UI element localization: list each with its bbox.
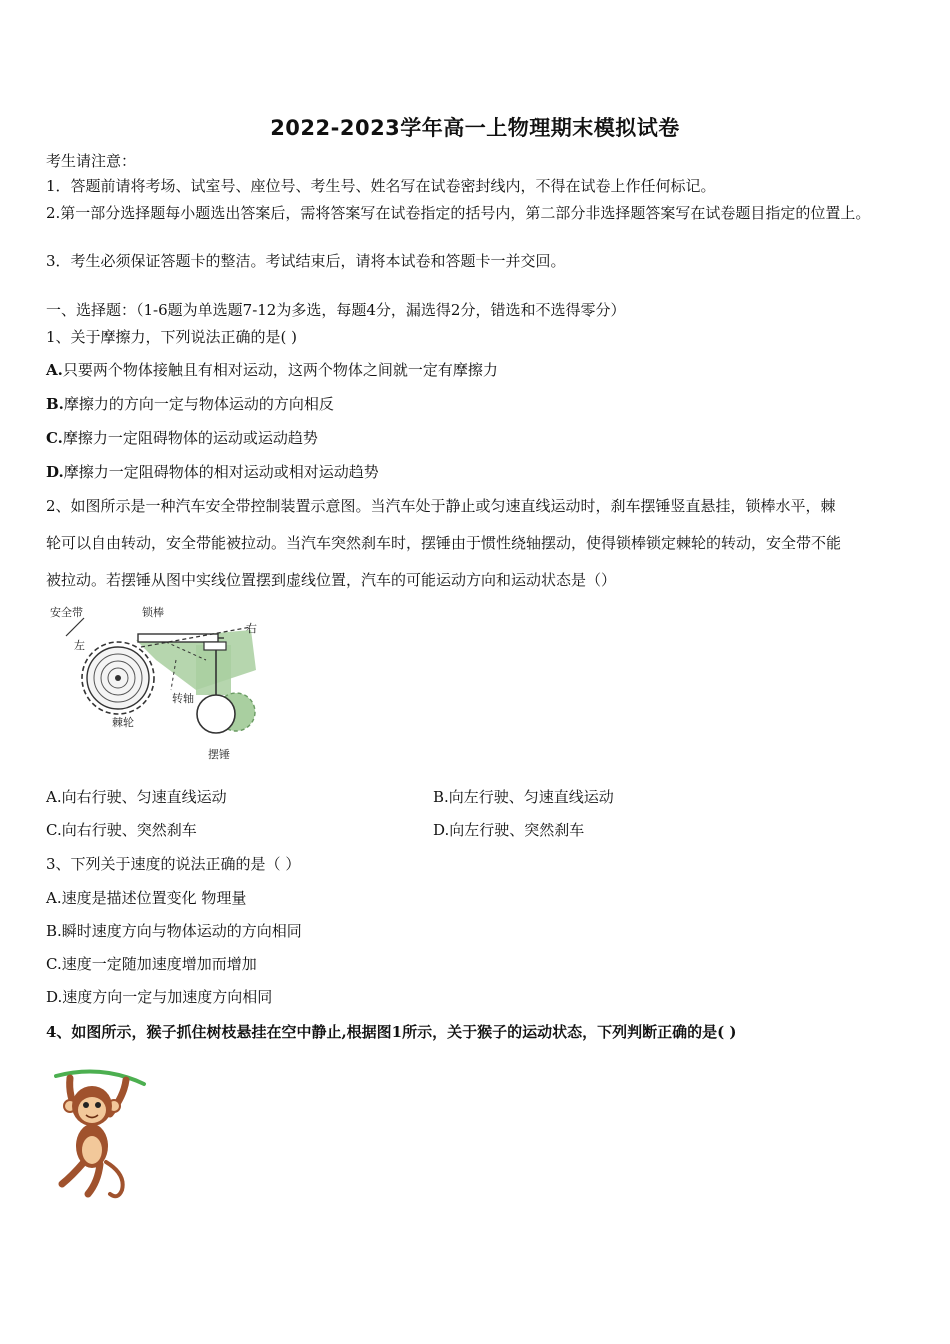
monkey-figure (52, 1066, 152, 1206)
label-right: 右 (246, 622, 257, 635)
q3-option-d: D.速度方向一定与加速度方向相同 (46, 988, 273, 1006)
q2-stem-line-2: 轮可以自由转动，安全带能被拉动。当汽车突然刹车时，摆锤由于惯性绕轴摆动，使得锁棒锁定棘轮的转动，安全带不能 (46, 534, 842, 552)
pendulum-bob (197, 695, 235, 733)
exam-title: 2022-2023学年高一上物理期末模拟试卷 (270, 116, 680, 140)
notice-item-2: 2.第一部分选择题每小题选出答案后，需将答案写在试卷指定的括号内，第二部分非选择题答案写在试卷题目指定的位置上。 (46, 204, 871, 222)
option-text: 摩擦力一定阻碍物体的运动或运动趋势 (62, 429, 318, 447)
monkey-left-leg (62, 1162, 84, 1184)
notice-heading: 考生请注意： (46, 152, 137, 170)
label-axis: 转轴 (172, 692, 194, 705)
belt-line (66, 618, 84, 636)
q2-option-a: A.向右行驶、匀速直线运动 (46, 788, 227, 806)
monkey-belly (82, 1136, 102, 1164)
ratchet-hub (115, 675, 121, 681)
label-left: 左 (74, 639, 85, 652)
monkey-eye-left (83, 1102, 89, 1108)
notice-item-1: 1．答题前请将考场、试室号、座位号、考生号、姓名写在试卷密封线内，不得在试卷上作任何标记。 (46, 177, 716, 195)
q1-option-d (46, 462, 908, 482)
seatbelt-figure (46, 600, 266, 765)
option-text: 只要两个物体接触且有相对运动，这两个物体之间就一定有摩擦力 (62, 361, 498, 379)
q4-stem: 4、如图所示，猴子抓住树枝悬挂在空中静止,根据图1所示，关于猴子的运动状态，下列判断正确的是( ) (46, 1023, 737, 1041)
option-label: D. (46, 463, 64, 481)
q3-option-a: A.速度是描述位置变化 物理量 (46, 889, 247, 907)
q1-stem: 1、关于摩擦力，下列说法正确的是( ) (46, 328, 298, 346)
section-heading: 一、选择题：（1-6题为单选题7-12为多选，每题4分，漏选得2分，错选和不选得零分） (46, 301, 626, 319)
green-arm-region (196, 645, 231, 695)
label-lock-bar: 锁棒 (142, 606, 164, 619)
option-label: A. (46, 361, 63, 379)
label-belt: 安全带 (50, 606, 83, 619)
label-pendulum: 摆锤 (208, 748, 230, 761)
q2-option-c: C.向右行驶、突然刹车 (46, 821, 197, 839)
q2-option-b: B.向左行驶、匀速直线运动 (433, 788, 614, 806)
axis-block (204, 642, 226, 650)
option-text: 摩擦力一定阻碍物体的相对运动或相对运动趋势 (63, 463, 379, 481)
q3-option-b: B.瞬时速度方向与物体运动的方向相同 (46, 922, 302, 940)
q2-stem-line-3: 被拉动。若摆锤从图中实线位置摆到虚线位置，汽车的可能运动方向和运动状态是（） (46, 571, 617, 589)
q1-option-b (46, 394, 908, 414)
q1-option-c (46, 428, 908, 448)
q2-option-d: D.向左行驶、突然刹车 (433, 821, 585, 839)
label-ratchet: 棘轮 (112, 716, 134, 729)
monkey-face (78, 1097, 106, 1123)
seatbelt-diagram (46, 600, 266, 765)
q3-option-c: C.速度一定随加速度增加而增加 (46, 955, 257, 973)
monkey-right-leg (88, 1164, 100, 1194)
q1-option-a (46, 360, 908, 380)
option-text: 摩擦力的方向一定与物体运动的方向相反 (63, 395, 334, 413)
monkey-illustration (52, 1066, 152, 1206)
monkey-tail (106, 1162, 123, 1196)
q2-stem-line-1: 2、如图所示是一种汽车安全带控制装置示意图。当汽车处于静止或匀速直线运动时，刹车摆锤竖直悬挂，锁棒水平，棘 (46, 497, 836, 515)
q3-stem: 3、下列关于速度的说法正确的是（ ） (46, 855, 301, 873)
option-label: C. (46, 429, 63, 447)
monkey-eye-right (95, 1102, 101, 1108)
option-label: B. (46, 395, 64, 413)
notice-item-3: 3．考生必须保证答题卡的整洁。考试结束后，请将本试卷和答题卡一并交回。 (46, 252, 566, 270)
